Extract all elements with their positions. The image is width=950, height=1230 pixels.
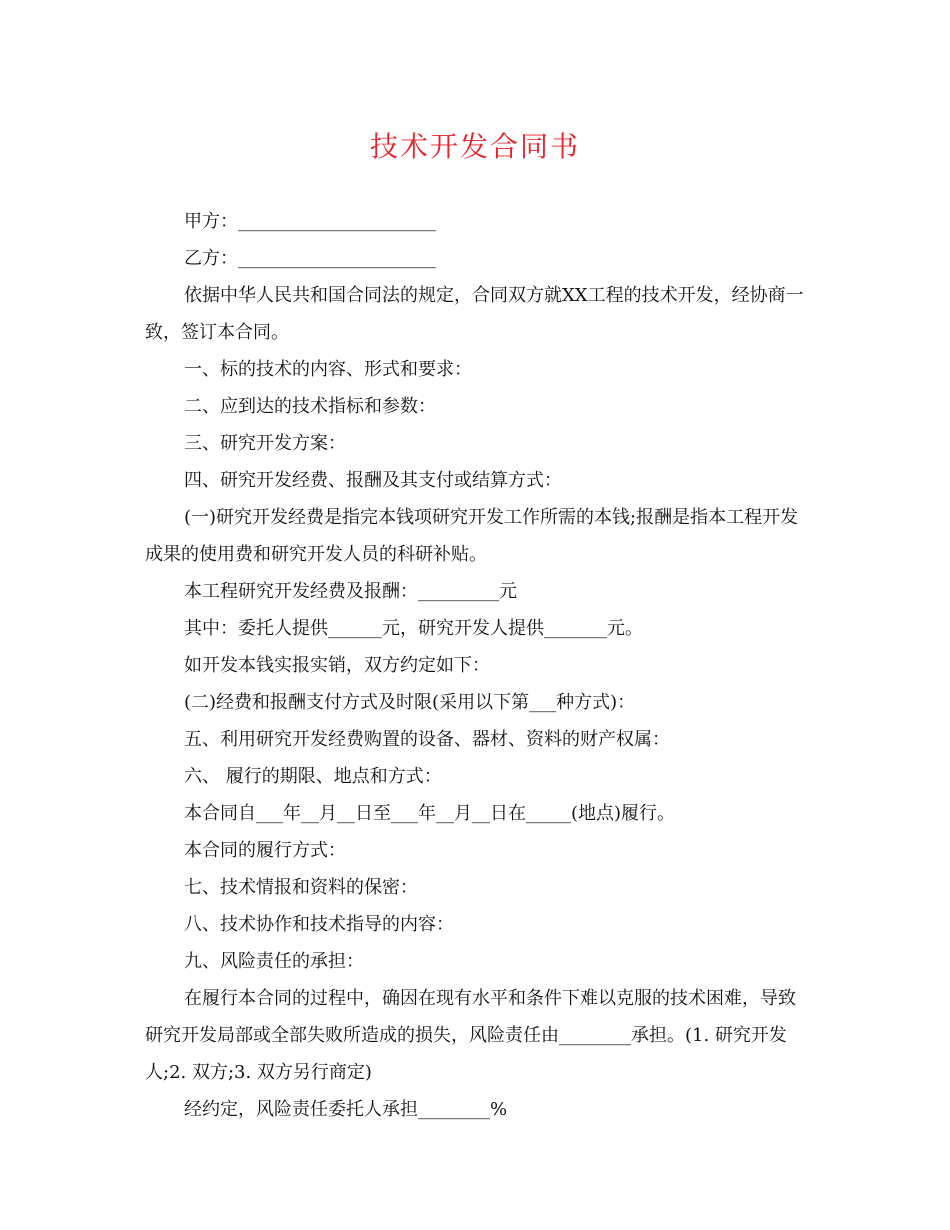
document-title: 技术开发合同书 <box>369 130 580 163</box>
performance-method-line: 本合同的履行方式： <box>184 840 346 861</box>
section-2-heading: 二、应到达的技术指标和参数： <box>184 396 436 417</box>
section-9-heading: 九、风险责任的承担： <box>184 951 364 972</box>
preamble-paragraph: 依据中华人民共和国合同法的规定，合同双方就XX工程的技术开发，经协商一致，签订本合同。 <box>145 285 804 343</box>
party-a-line: 甲方：______________________ <box>184 211 436 232</box>
section-4-clause-1: (一)研究开发经费是指完本钱项研究开发工作所需的本钱;报酬是指本工程开发成果的使用费和研究开发人员的科研补贴。 <box>145 507 799 565</box>
risk-paragraph: 在履行本合同的过程中，确因在现有水平和条件下难以克服的技术困难，导致研究开发局部或全部失败所造成的损失，风险责任由________承担。(1. 研究开发人;2. 双方;3. 双方另行商定) <box>145 988 796 1083</box>
section-4-clause-2: (二)经费和报酬支付方式及时限(采用以下第___种方式)： <box>184 692 636 713</box>
section-3-heading: 三、研究开发方案： <box>184 433 346 454</box>
document-body <box>145 203 810 1128</box>
funding-split-line: 其中：委托人提供______元，研究开发人提供_______元。 <box>184 618 643 639</box>
cost-reimbursement-line: 如开发本钱实报实销，双方约定如下： <box>184 655 490 676</box>
section-1-heading: 一、标的技术的内容、形式和要求： <box>184 359 472 380</box>
section-8-heading: 八、技术协作和技术指导的内容： <box>184 914 454 935</box>
section-5-heading: 五、利用研究开发经费购置的设备、器材、资料的财产权属： <box>184 729 670 750</box>
section-4-heading: 四、研究开发经费、报酬及其支付或结算方式： <box>184 470 562 491</box>
party-b-line: 乙方：______________________ <box>184 248 436 269</box>
performance-period-line: 本合同自___年__月__日至___年__月__日在_____(地点)履行。 <box>184 803 676 824</box>
section-6-heading: 六、 履行的期限、地点和方式： <box>184 766 442 787</box>
risk-share-line: 经约定，风险责任委托人承担________% <box>184 1099 508 1120</box>
funding-amount-line: 本工程研究开发经费及报酬：_________元 <box>184 581 517 602</box>
section-7-heading: 七、技术情报和资料的保密： <box>184 877 418 898</box>
